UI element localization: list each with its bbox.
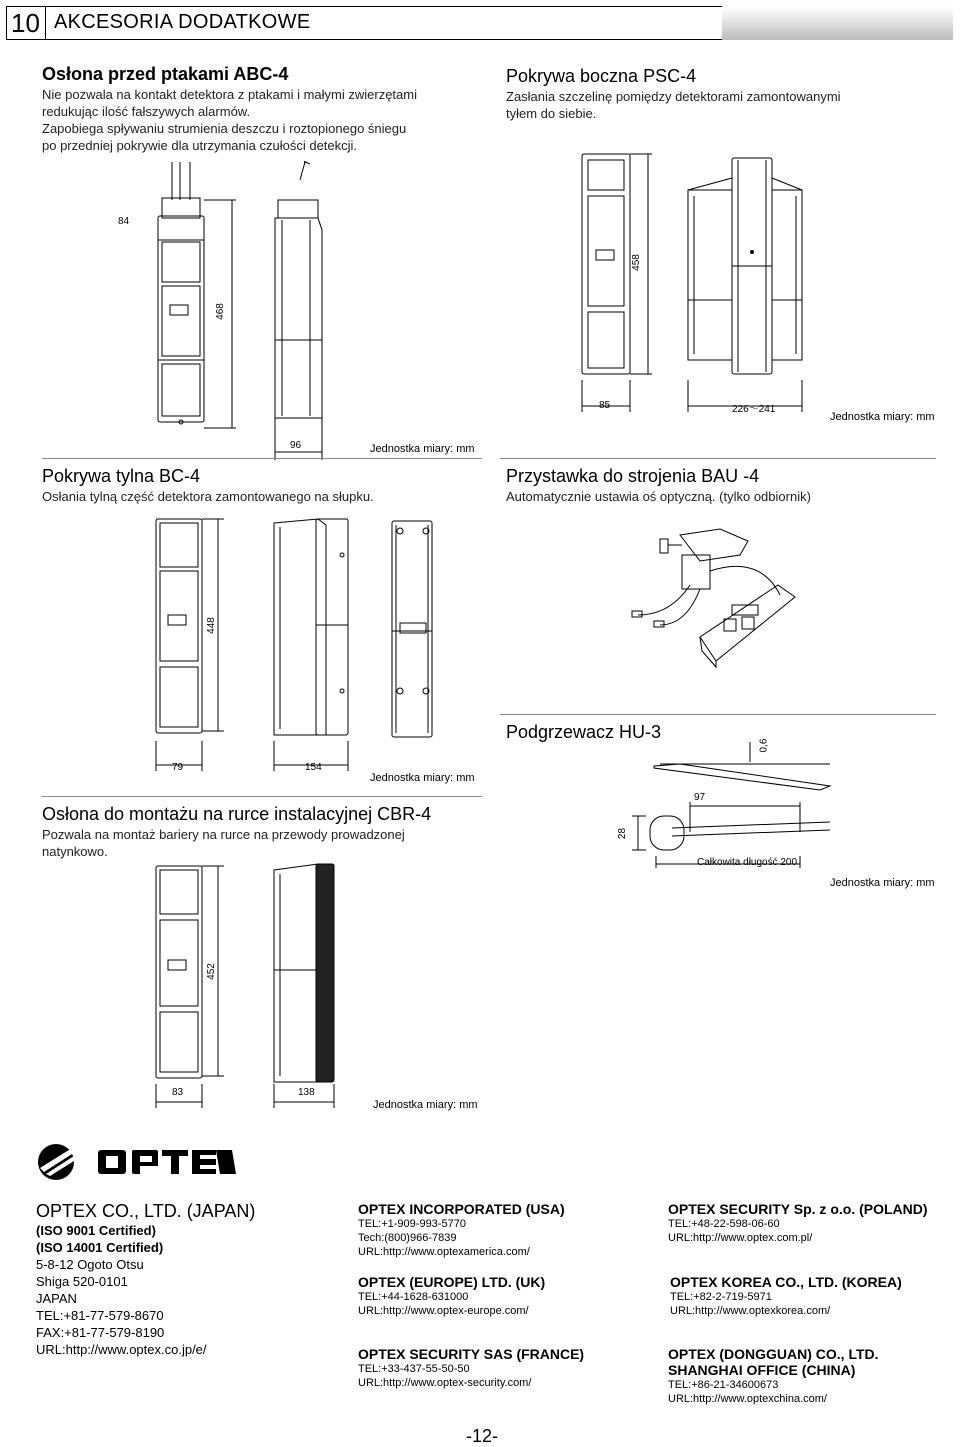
psc4-width-label: 85 xyxy=(599,400,611,411)
abc4-title: Osłona przed ptakami ABC-4 xyxy=(42,64,289,84)
uk-block xyxy=(358,1274,545,1318)
abc4-line: redukując ilość fałszywych alarmów. xyxy=(42,104,251,119)
cbr4-description xyxy=(42,826,482,860)
divider xyxy=(500,714,936,715)
abc4-depth-label: 96 xyxy=(290,440,302,451)
france-link[interactable]: URL:http://www.optex-security.com/ xyxy=(358,1377,532,1389)
psc4-title: Pokrywa boczna PSC-4 xyxy=(506,66,697,86)
japan-name: OPTEX CO., LTD. (JAPAN) xyxy=(36,1201,256,1221)
cbr4-title: Osłona do montażu na rurce instalacyjnej CBR-4 xyxy=(42,804,432,824)
psc4-height-label: 458 xyxy=(630,254,642,271)
page-number: -12- xyxy=(466,1426,499,1446)
france-line: TEL:+33-437-55-50-50 xyxy=(358,1363,470,1375)
psc4-line: tyłem do siebie. xyxy=(506,106,597,121)
cbr4-depth-label: 138 xyxy=(298,1087,315,1098)
abc4-line: Zapobiega spływaniu strumienia deszczu i roztopionego śniegu xyxy=(42,121,407,136)
abc4-unit: Jednostka miary: mm xyxy=(370,443,475,455)
poland-line: TEL:+48-22-598-06-60 xyxy=(668,1218,780,1230)
usa-block xyxy=(358,1201,565,1259)
korea-name: OPTEX KOREA CO., LTD. (KOREA) xyxy=(670,1274,902,1290)
psc4-drawing xyxy=(570,140,830,420)
bc4-description: Osłania tylną część detektora zamontowanego na słupku. xyxy=(42,489,374,504)
hu3-height-label: 28 xyxy=(617,827,629,840)
psc4-unit: Jednostka miary: mm xyxy=(830,411,935,423)
bc4-unit: Jednostka miary: mm xyxy=(370,772,475,784)
hu3-title: Podgrzewacz HU-3 xyxy=(506,722,662,742)
bc4-width-label: 79 xyxy=(172,762,184,773)
hu3-unit: Jednostka miary: mm xyxy=(830,877,935,889)
bau4-title: Przystawka do strojenia BAU -4 xyxy=(506,466,760,486)
abc4-height-label: 468 xyxy=(214,303,226,320)
bau4-drawing xyxy=(620,525,810,675)
poland-link[interactable]: URL:http://www.optex.com.pl/ xyxy=(668,1232,813,1244)
psc4-line: Zasłania szczelinę pomiędzy detektorami zamontowanymi xyxy=(506,89,841,104)
usa-link[interactable]: URL:http://www.optexamerica.com/ xyxy=(358,1246,530,1258)
france-name: OPTEX SECURITY SAS (FRANCE) xyxy=(358,1346,585,1362)
cbr4-height-label: 452 xyxy=(205,963,217,980)
section-title: AKCESORIA DODATKOWE xyxy=(54,11,311,33)
usa-name: OPTEX INCORPORATED (USA) xyxy=(358,1201,565,1217)
uk-line: TEL:+44-1628-631000 xyxy=(358,1291,469,1303)
china-office: SHANGHAI OFFICE (CHINA) xyxy=(668,1362,856,1378)
cbr4-line: natynkowo. xyxy=(42,844,108,859)
china-link[interactable]: URL:http://www.optexchina.com/ xyxy=(668,1393,827,1405)
psc4-description xyxy=(506,88,946,122)
bc4-drawing xyxy=(150,515,450,775)
divider xyxy=(42,796,482,797)
header-gradient-bar xyxy=(722,6,953,40)
hu3-thickness-label: 0,6 xyxy=(758,738,770,753)
japan-line: Shiga 520-0101 xyxy=(36,1274,128,1289)
japan-link[interactable]: URL:http://www.optex.co.jp/e/ xyxy=(36,1342,207,1357)
china-name: OPTEX (DONGGUAN) CO., LTD. xyxy=(668,1346,879,1362)
section-number: 10 xyxy=(6,6,46,40)
cbr4-line: Pozwala na montaż bariery na rurce na przewody prowadzonej xyxy=(42,827,405,842)
cbr4-width-label: 83 xyxy=(172,1087,184,1098)
china-block xyxy=(668,1346,879,1406)
japan-line: 5-8-12 Ogoto Otsu xyxy=(36,1257,144,1272)
bau4-description: Automatycznie ustawia oś optyczną. (tylko odbiornik) xyxy=(506,489,811,504)
japan-line: FAX:+81-77-579-8190 xyxy=(36,1325,165,1340)
hu3-length-label: 97 xyxy=(694,792,706,803)
uk-name: OPTEX (EUROPE) LTD. (UK) xyxy=(358,1274,546,1290)
poland-block xyxy=(668,1201,928,1245)
korea-link[interactable]: URL:http://www.optexkorea.com/ xyxy=(670,1305,831,1317)
bc4-title: Pokrywa tylna BC-4 xyxy=(42,466,201,486)
japan-line: TEL:+81-77-579-8670 xyxy=(36,1308,164,1323)
cbr4-drawing xyxy=(150,860,370,1110)
japan-iso2: (ISO 14001 Certified) xyxy=(36,1240,164,1255)
france-block xyxy=(358,1346,584,1390)
abc4-line: po przedniej pokrywie dla utrzymania czułości detekcji. xyxy=(42,138,358,153)
korea-block xyxy=(670,1274,902,1318)
bc4-height-label: 448 xyxy=(205,617,217,634)
abc4-line: Nie pozwala na kontakt detektora z ptakami i małymi zwierzętami xyxy=(42,87,417,102)
psc4-range-label: 226〜241 xyxy=(732,404,776,415)
japan-iso1: (ISO 9001 Certified) xyxy=(36,1223,156,1238)
korea-line: TEL:+82-2-719-5971 xyxy=(670,1291,772,1303)
abc4-description xyxy=(42,86,482,154)
japan-line: JAPAN xyxy=(36,1291,77,1306)
poland-name: OPTEX SECURITY Sp. z o.o. (POLAND) xyxy=(668,1201,928,1217)
hu3-total-label: Całkowita długość 200 xyxy=(697,857,798,868)
cbr4-unit: Jednostka miary: mm xyxy=(373,1099,478,1111)
divider xyxy=(42,458,482,459)
divider xyxy=(500,458,936,459)
usa-line: Tech:(800)966-7839 xyxy=(358,1232,457,1244)
abc4-width-label: 84 xyxy=(118,216,130,227)
usa-line: TEL:+1-909-993-5770 xyxy=(358,1218,466,1230)
abc4-drawing xyxy=(110,160,490,460)
bc4-depth-label: 154 xyxy=(305,762,322,773)
japan-block xyxy=(36,1222,207,1358)
uk-link[interactable]: URL:http://www.optex-europe.com/ xyxy=(358,1305,529,1317)
optex-logo xyxy=(36,1142,236,1182)
china-line: TEL:+86-21-34600673 xyxy=(668,1379,779,1391)
